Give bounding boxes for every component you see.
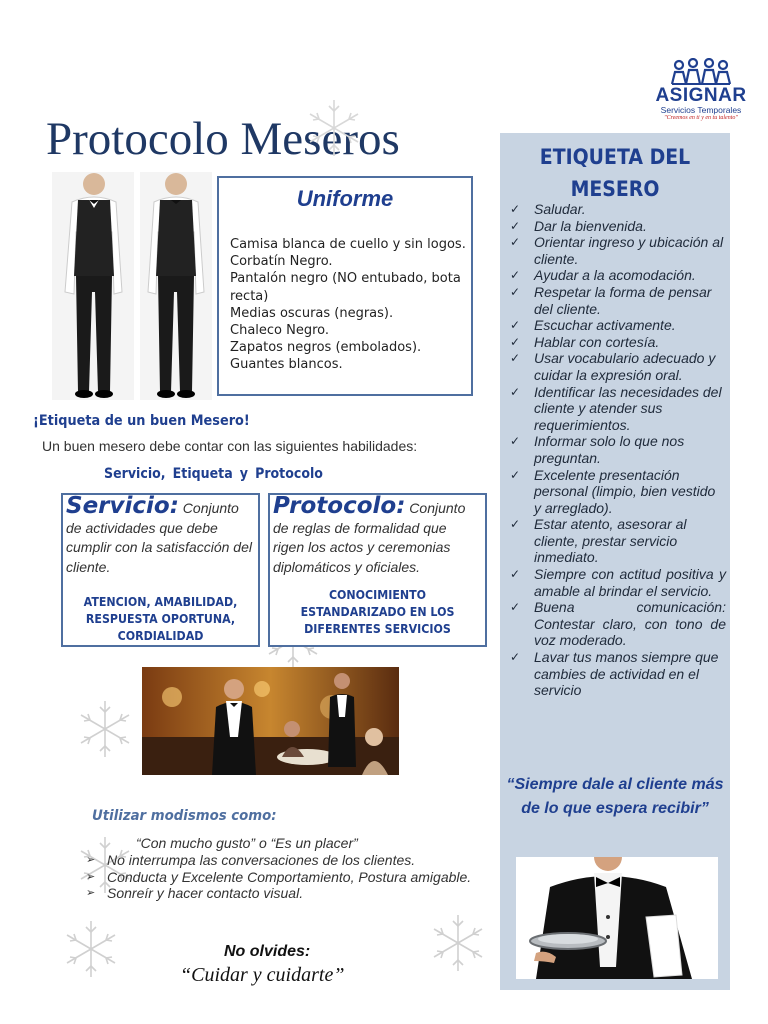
- tips-list: [86, 853, 486, 903]
- list-item-text: Estar atento, asesorar al cliente, prestar servicio inmediato.: [534, 516, 687, 566]
- list-item: [510, 334, 726, 351]
- logo-subtitle: Servicios Temporales: [660, 105, 742, 115]
- check-icon: ✓: [510, 218, 521, 233]
- servicio-definition: [66, 493, 254, 577]
- etiquette-heading: ¡Etiqueta de un buen Mesero!: [33, 413, 250, 429]
- check-icon: ✓: [510, 334, 521, 349]
- list-item: [510, 317, 726, 334]
- uniform-heading: Uniforme: [296, 186, 394, 211]
- servicio-caps: ATENCION, AMABILIDAD, RESPUESTA OPORTUNA, CORDIALIDAD: [83, 595, 238, 643]
- check-icon: ✓: [510, 600, 521, 615]
- logo-tagline: "Creemos en ti y en tu talento": [664, 115, 738, 121]
- list-item: [510, 201, 726, 218]
- check-icon: ✓: [510, 567, 521, 582]
- list-item-text: Sonreír y hacer contacto visual.: [107, 885, 304, 901]
- modismos-phrase: “Con mucho gusto” o “Es un placer”: [136, 835, 358, 851]
- snowflake-icon: [74, 698, 136, 760]
- closing-motto: “Cuidar y cuidarte”: [180, 964, 345, 986]
- protocolo-definition: [273, 493, 481, 577]
- check-icon: ✓: [510, 351, 521, 366]
- list-item: [510, 234, 726, 267]
- list-item: [510, 267, 726, 284]
- arrow-bullet-icon: ➢: [86, 870, 96, 883]
- check-icon: ✓: [510, 202, 521, 216]
- list-item: [86, 870, 486, 886]
- protocolo-text: Conjunto de reglas de formalidad que rigen los actos y ceremonias diplomáticos y oficiales.: [273, 500, 466, 575]
- restaurant-waiters-photo: [142, 667, 399, 775]
- list-item-text: Siempre con actitud positiva y amable al brindar el servicio.: [534, 566, 726, 599]
- logo-brand: ASIGNAR: [655, 85, 747, 106]
- list-item-text: Usar vocabulario adecuado y cuidar la expresión oral.: [534, 350, 716, 383]
- list-item-text: Conducta y Excelente Comportamiento, Postura amigable.: [107, 868, 472, 885]
- snowflake-icon: [427, 912, 489, 974]
- list-item-text: Escuchar activamente.: [534, 317, 676, 334]
- list-item: [510, 599, 726, 649]
- servicio-text: Conjunto de actividades que debe cumplir con la satisfacción del cliente.: [66, 500, 252, 575]
- uniform-list: [230, 236, 466, 374]
- list-item-text: Identificar las necesidades del cliente y atender sus requerimientos.: [534, 383, 722, 433]
- waiter-uniform-front-photo: [52, 172, 134, 400]
- list-item: [510, 384, 726, 434]
- snowflake-icon: [60, 918, 122, 980]
- list-item-text: Informar solo lo que nos preguntan.: [534, 433, 685, 466]
- list-item: [510, 218, 726, 235]
- uniform-box: [217, 176, 473, 396]
- list-item: [510, 350, 726, 383]
- list-item: [510, 284, 726, 317]
- check-icon: ✓: [510, 384, 521, 399]
- list-item: Chaleco Negro.: [230, 323, 330, 339]
- check-icon: ✓: [510, 235, 521, 250]
- list-item: Camisa blanca de cuello y sin logos.: [230, 237, 466, 252]
- list-item: Zapatos negros (embolados).: [230, 340, 422, 356]
- list-item-text: Saludar.: [534, 201, 586, 217]
- check-icon: ✓: [510, 650, 521, 665]
- asignar-logo: [645, 58, 757, 128]
- list-item: Medias oscuras (negras).: [230, 305, 394, 321]
- servicio-box: [61, 493, 260, 647]
- arrow-bullet-icon: ➢: [86, 854, 96, 866]
- check-icon: ✓: [510, 284, 521, 299]
- protocolo-caps: CONOCIMIENTO ESTANDARIZADO EN LOS DIFERENTES SERVICIOS: [300, 588, 455, 636]
- list-item: [510, 467, 726, 517]
- list-item-text: Respetar la forma de pensar del cliente.: [534, 283, 712, 317]
- list-item-text: Dar la bienvenida.: [534, 217, 647, 234]
- waiter-with-tray-photo: [516, 857, 718, 979]
- protocolo-box: [268, 493, 487, 647]
- arrow-bullet-icon: ➢: [86, 887, 96, 899]
- list-item-text: No interrumpa las conversaciones de los clientes.: [107, 852, 416, 868]
- panel-heading-line2: MESERO: [570, 177, 660, 201]
- check-icon: ✓: [510, 467, 521, 482]
- check-icon: ✓: [510, 318, 521, 333]
- people-logo-icon: [670, 58, 732, 86]
- page-title: Protocolo Meseros: [46, 113, 400, 165]
- list-item: Guantes blancos.: [230, 357, 343, 373]
- list-item: [510, 649, 726, 699]
- list-item-text: Orientar ingreso y ubicación al cliente.: [534, 234, 724, 267]
- modismos-heading: Utilizar modismos como:: [92, 808, 277, 824]
- check-icon: ✓: [510, 268, 521, 283]
- skills-line: Servicio, Etiqueta y Protocolo: [104, 466, 323, 482]
- list-item: [510, 433, 726, 466]
- list-item: Pantalón negro (NO entubado, bota recta): [230, 271, 461, 304]
- list-item: [86, 853, 486, 869]
- closing-label: No olvides:: [224, 943, 311, 960]
- list-item: [510, 516, 726, 566]
- etiquette-list: [510, 201, 726, 699]
- snowflake-icon: [303, 97, 365, 159]
- list-item-text: Excelente presentación personal (limpio, bien vestido y arreglado).: [534, 466, 716, 516]
- servicio-term: Servicio:: [66, 493, 179, 519]
- list-item: [510, 566, 726, 599]
- panel-heading: [512, 141, 719, 205]
- protocolo-term: Protocolo:: [273, 493, 406, 519]
- waiter-uniform-side-photo: [140, 172, 212, 400]
- list-item-text: Hablar con cortesía.: [534, 333, 660, 350]
- panel-heading-line1: ETIQUETA DEL: [539, 145, 691, 169]
- list-item-text: Lavar tus manos siempre que cambies de actividad en el servicio: [534, 649, 719, 699]
- intro-text: Un buen mesero debe contar con las siguientes habilidades:: [42, 438, 418, 454]
- list-item-text: Ayudar a la acomodación.: [534, 267, 696, 284]
- list-item-text: Buena comunicación: Contestar claro, con tono de voz moderado.: [534, 599, 726, 649]
- check-icon: ✓: [510, 517, 521, 532]
- list-item: Corbatín Negro.: [230, 254, 333, 270]
- panel-quote: “Siempre dale al cliente más de lo que espera recibir”: [506, 776, 724, 817]
- check-icon: ✓: [510, 434, 521, 449]
- list-item: [86, 886, 486, 902]
